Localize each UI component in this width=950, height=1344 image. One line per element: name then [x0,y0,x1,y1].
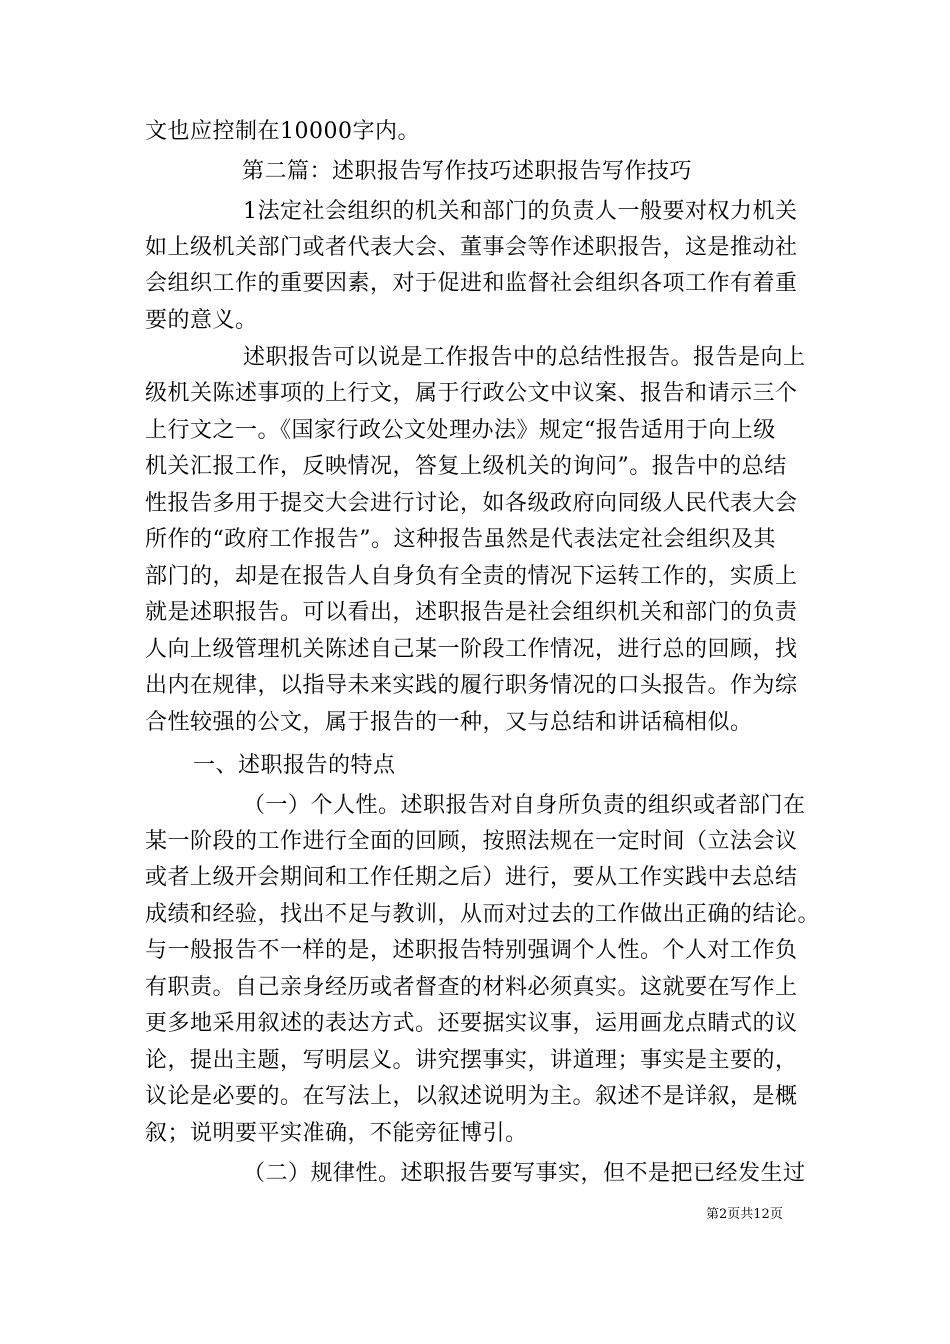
text-line-13: 部门的，却是在报告人自身负有全责的情况下运转工作的，实质上 [145,564,798,589]
text-line-15: 人向上级管理机关陈述自己某一阶段工作情况，进行总的回顾，找 [145,637,798,662]
page-number-footer: 第2页共12页 [706,1207,783,1222]
text-line-12: 所作的“政府工作报告”。这种报告虽然是代表法定社会组织及其 [145,527,776,552]
text-line-22: 成绩和经验，找出不足与教训，从而对过去的工作做出正确的结论。 [145,902,821,927]
text-line-9: 上行文之一。《国家行政公文处理办法》规定“报告适用于向上级 [145,418,776,443]
text-line-6: 要的意义。 [145,308,258,333]
text-line-17: 合性较强的公文，属于报告的一种，又与总结和讲话稿相似。 [145,710,753,735]
text-line-28: 叙；说明要平实准确，不能旁征博引。 [145,1121,528,1146]
text-line-26: 论，提出主题，写明层义。讲究摆事实，讲道理；事实是主要的， [145,1048,798,1073]
section-heading-2: 第二篇：述职报告写作技巧述职报告写作技巧 [242,159,693,184]
text-line-5: 会组织工作的重要因素，对于促进和监督社会组织各项工作有着重 [145,271,798,296]
text-line-16: 出内在规律，以指导未来实践的履行职务情况的口头报告。作为综 [145,673,798,698]
text-line-19: （一）个人性。述职报告对自身所负责的组织或者部门在 [243,793,806,818]
text-line-23: 与一般报告不一样的是，述职报告特别强调个人性。个人对工作负 [145,938,798,963]
text-line-7: 述职报告可以说是工作报告中的总结性报告。报告是向上 [243,345,806,370]
text-line-14: 就是述职报告。可以看出，述职报告是社会组织机关和部门的负责 [145,600,798,625]
text-line-3: 1法定社会组织的机关和部门的负责人一般要对权力机关 [243,199,798,224]
section-heading-18: 一、述职报告的特点 [193,753,396,778]
text-line-25: 更多地采用叙述的表达方式。还要据实议事，运用画龙点睛式的议 [145,1011,798,1036]
text-line-10: 机关汇报工作，反映情况，答复上级机关的询问”。报告中的总结 [145,454,787,479]
text-line-27: 议论是必要的。在写法上，以叙述说明为主。叙述不是详叙，是概 [145,1084,798,1109]
text-line-11: 性报告多用于提交大会进行讨论，如各级政府向同级人民代表大会 [145,491,798,516]
text-line-4: 如上级机关部门或者代表大会、董事会等作述职报告，这是推动社 [145,235,798,260]
text-line-24: 有职责。自己亲身经历或者督查的材料必须真实。这就要在写作上 [145,975,798,1000]
text-line-29: （二）规律性。述职报告要写事实，但不是把已经发生过 [243,1161,806,1186]
text-line-1: 文也应控制在10000字内。 [145,119,420,144]
text-line-8: 级机关陈述事项的上行文，属于行政公文中议案、报告和请示三个 [145,381,798,406]
text-line-20: 某一阶段的工作进行全面的回顾，按照法规在一定时间（立法会议 [145,829,798,854]
text-line-21: 或者上级开会期间和工作任期之后）进行，要从工作实践中去总结 [145,865,798,890]
